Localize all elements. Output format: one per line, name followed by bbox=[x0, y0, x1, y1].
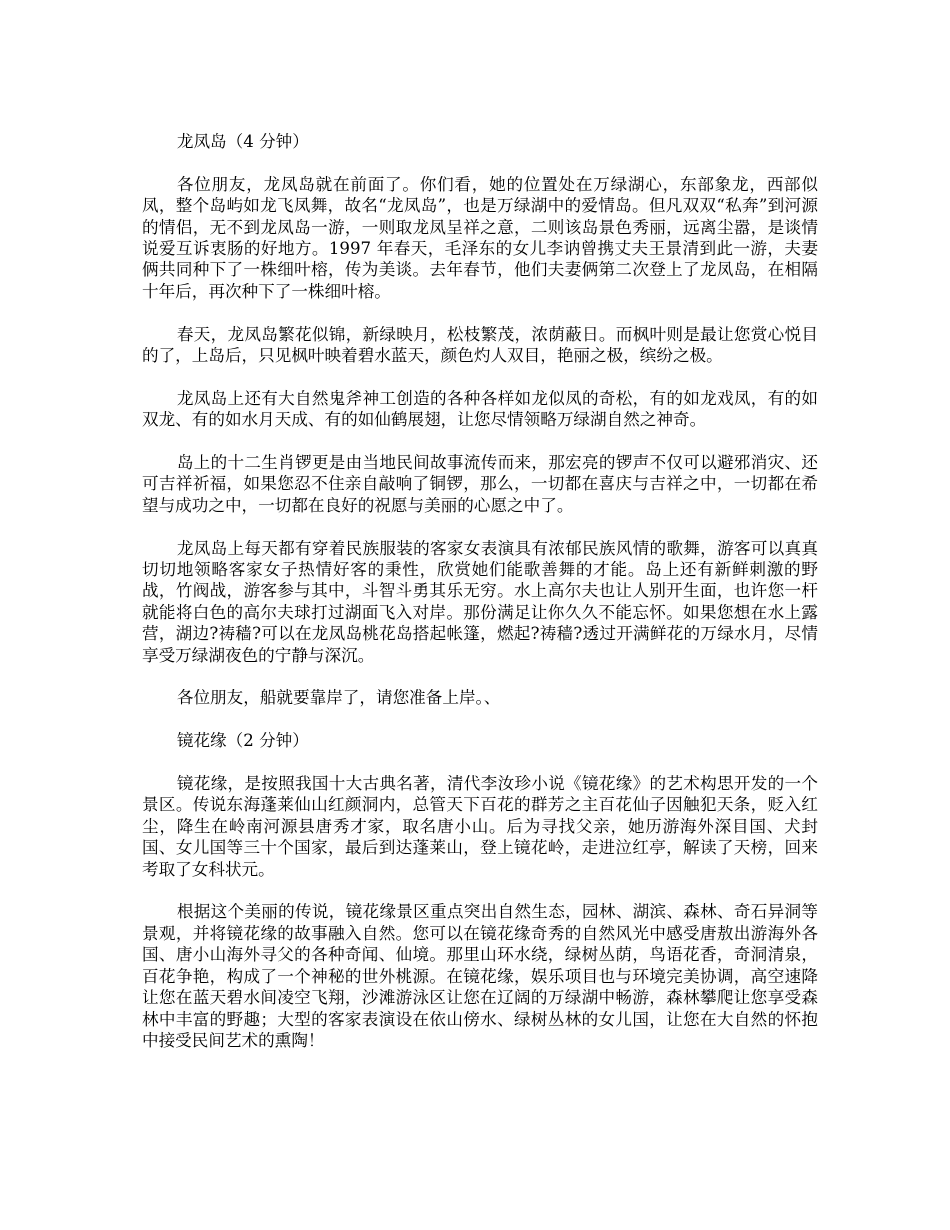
section-heading-longfeng-island: 龙凤岛（4 分钟） bbox=[176, 132, 309, 151]
section-heading-jinghuayuan: 镜花缘（2 分钟） bbox=[176, 731, 309, 751]
paragraph: 镜花缘，是按照我国十大古典名著，清代李汝珍小说《镜花缘》的艺术构思开发的一个景区。传说东海蓬莱仙山红颜洞内，总管天下百花的群芳之主百花仙子因触犯天条，贬入红尘，降生在岭南河源县唐秀才家，取名唐小山。后为寻找父亲，她历游海外深目国、犬封国、女儿国等三十个国家，最后到达蓬莱山，登上镜花岭，走进泣红亭，解读了天榜，回来考取了女科状元。 bbox=[142, 774, 818, 879]
paragraph: 岛上的十二生肖锣更是由当地民间故事流传而来，那宏亮的锣声不仅可以避邪消灾、还可吉祥祈福，如果您忍不住亲自敲响了铜锣，那么，一切都在喜庆与吉祥之中，一切都在希望与成功之中，一切都在良好的祝愿与美丽的心愿之中了。 bbox=[142, 453, 818, 515]
paragraph: 龙凤岛上每天都有穿着民族服装的客家女表演具有浓郁民族风情的歌舞，游客可以真真切切地领略客家女子热情好客的秉性，欣赏她们能歌善舞的才能。岛上还有新鲜刺激的野战，竹阀战，游客参与其中，斗智斗勇其乐无穷。水上高尔夫也让人别开生面，也许您一杆就能将白色的高尔夫球打过湖面飞入对岸。那份满足让你久久不能忘怀。如果您想在水上露营，湖边?祷穑?可以在龙凤岛桃花岛搭起帐篷，燃起?祷穑?透过开满鲜花的万绿水月，尽情享受万绿湖夜色的宁静与深沉。 bbox=[142, 538, 818, 665]
paragraph: 龙凤岛上还有大自然鬼斧神工创造的各种各样如龙似凤的奇松，有的如龙戏凤，有的如双龙、有的如水月天成、有的如仙鹤展翅，让您尽情领略万绿湖自然之神奇。 bbox=[142, 388, 818, 430]
document-body bbox=[142, 131, 818, 1073]
paragraph: 各位朋友，船就要靠岸了，请您准备上岸。、 bbox=[176, 688, 501, 708]
paragraph: 春天，龙凤岛繁花似锦，新绿映月，松枝繁茂，浓荫蔽日。而枫叶则是最让您赏心悦目的了，上岛后，只见枫叶映着碧水蓝天，颜色灼人双目，艳丽之极，缤纷之极。 bbox=[142, 324, 818, 366]
paragraph: 各位朋友，龙凤岛就在前面了。你们看，她的位置处在万绿湖心，东部象龙，西部似凤，整个岛屿如龙飞凤舞，故名“龙凤岛”，也是万绿湖中的爱情岛。但凡双双“私奔”到河源的情侣，无不到龙凤岛一游，一则取龙凤呈祥之意，二则该岛景色秀丽，远离尘嚣，是谈情说爱互诉衷肠的好地方。1997 年春天，毛泽东的女儿李讷曾携丈夫王景清到此一游，夫妻俩共同种下了一株细叶榕，传为美谈。去年春节，他们夫妻俩第二次登上了龙凤岛，在相隔十年后，再次种下了一株细叶榕。 bbox=[142, 174, 818, 301]
paragraph: 根据这个美丽的传说，镜花缘景区重点突出自然生态，园林、湖滨、森林、奇石异洞等景观，并将镜花缘的故事融入自然。您可以在镜花缘奇秀的自然风光中感受唐敖出游海外各国、唐小山海外寻父的各种奇闻、仙境。那里山环水绕，绿树丛荫，鸟语花香，奇洞清泉，百花争艳，构成了一个神秘的世外桃源。在镜花缘，娱乐项目也与环境完美协调，高空速降让您在蓝天碧水间凌空飞翔，沙滩游泳区让您在辽阔的万绿湖中畅游，森林攀爬让您享受森林中丰富的野趣；大型的客家表演设在依山傍水、绿树丛林的女儿国，让您在大自然的怀抱中接受民间艺术的熏陶！ bbox=[142, 902, 818, 1050]
